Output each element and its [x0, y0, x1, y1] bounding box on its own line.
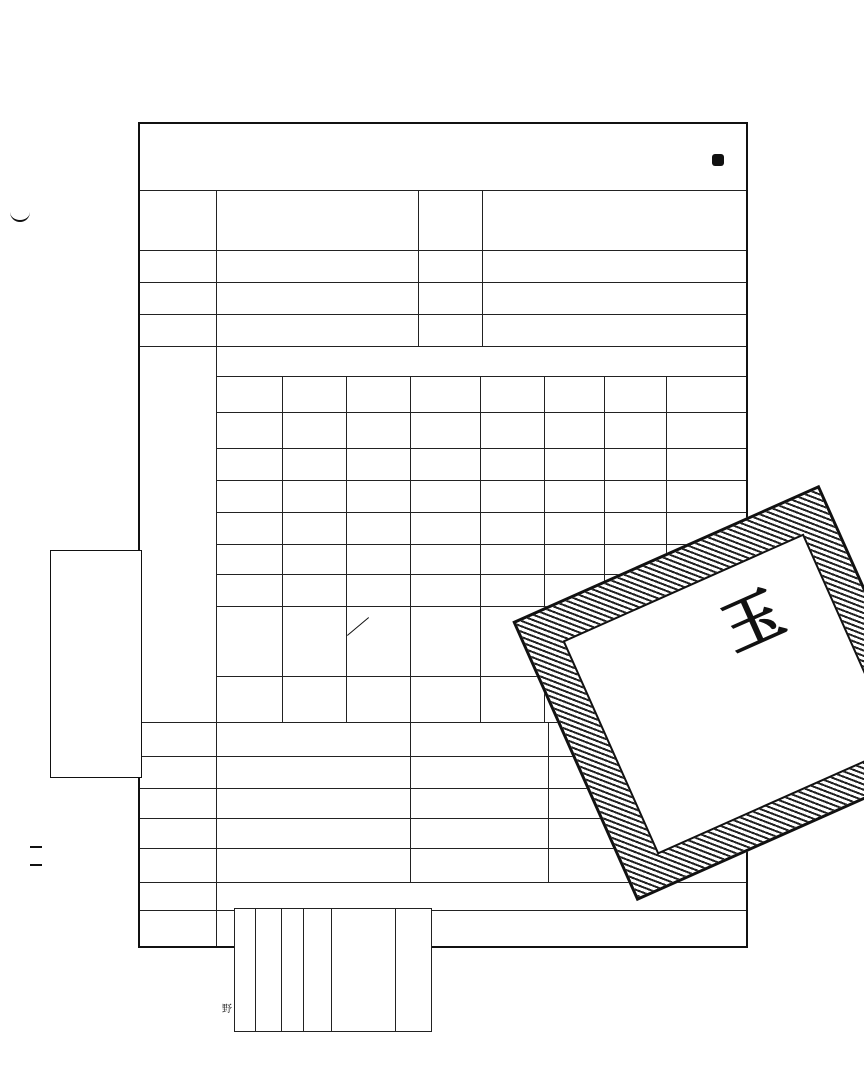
margin-mark: [30, 838, 42, 848]
approval-prefix: 野: [222, 1004, 232, 1015]
margin-mark: [10, 208, 30, 222]
side-note-box: [50, 550, 142, 778]
margin-mark: [30, 858, 42, 866]
hole-mark: [712, 154, 724, 166]
defense-slash: [347, 617, 369, 636]
stamp-character: 玉: [711, 577, 795, 666]
approval-box: [234, 908, 432, 1032]
